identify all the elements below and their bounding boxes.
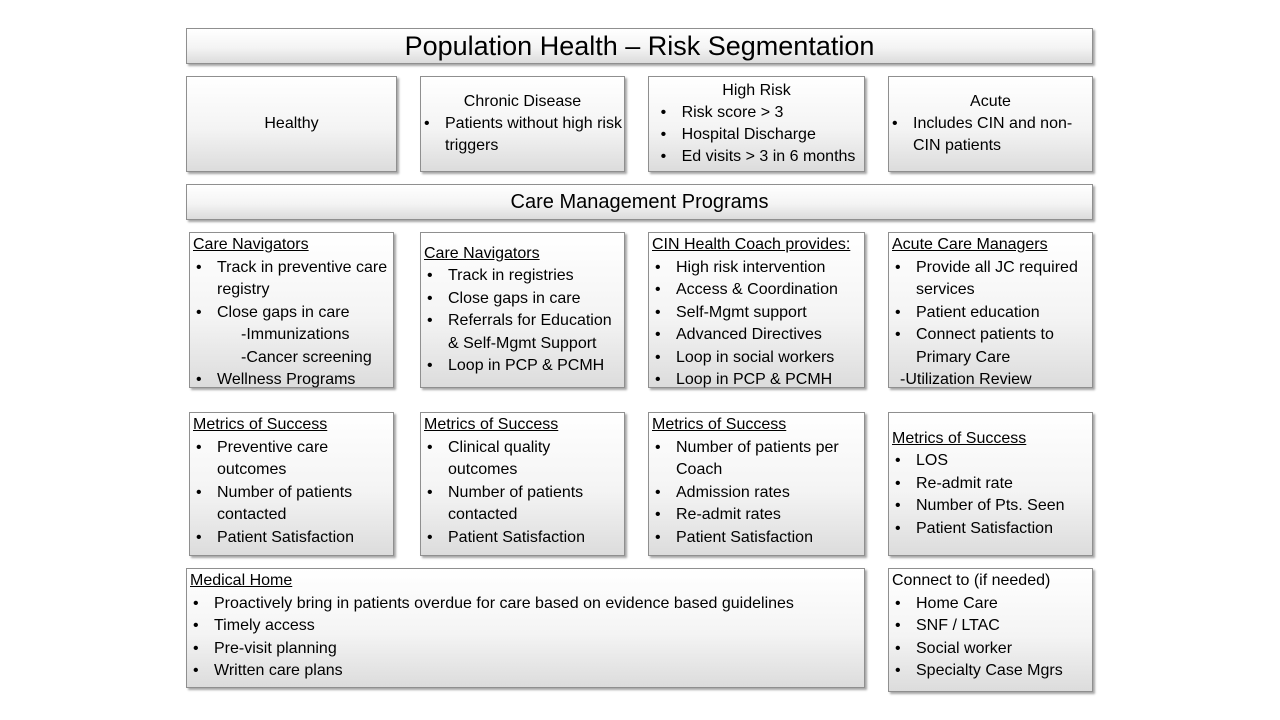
bullet-icon: •	[895, 519, 901, 537]
bullet-icon: •	[427, 357, 433, 374]
list-item	[424, 482, 621, 527]
list-item-text: Referrals for Education & Self-Mgmt Support	[448, 312, 612, 352]
bullet-icon: •	[427, 267, 433, 284]
bullet-icon: •	[193, 594, 199, 612]
list-item-text: Number of Pts. Seen	[916, 497, 1065, 515]
bullet-icon: •	[892, 115, 898, 132]
list-item-text: Written care plans	[214, 662, 343, 679]
list-item	[193, 437, 390, 482]
list-item-text: Social worker	[916, 639, 1013, 657]
list-item-text: Timely access	[214, 617, 315, 634]
list-item-text: Loop in social workers	[676, 348, 835, 366]
bullet-icon: •	[427, 289, 433, 307]
bullet-icon: •	[655, 258, 661, 276]
list-item-text: Includes CIN and non-CIN patients	[913, 115, 1073, 154]
list-item	[892, 638, 1089, 661]
list-item	[652, 504, 861, 527]
list-item-text: Provide all JC required services	[916, 258, 1078, 298]
card-list	[424, 265, 621, 378]
card-list-after	[193, 369, 390, 392]
list-item	[658, 146, 856, 168]
list-item-text: Clinical quality outcomes	[448, 438, 551, 478]
list-item	[424, 437, 621, 482]
list-item	[892, 495, 1089, 518]
programs-banner	[186, 184, 1093, 220]
list-item-text: Number of patients per Coach	[676, 438, 839, 478]
bullet-icon: •	[660, 148, 667, 165]
card-header: Metrics of Success	[193, 416, 328, 433]
list-item-text: Connect patients to Primary Care	[916, 326, 1054, 366]
bullet-icon: •	[196, 258, 202, 276]
bullet-icon: •	[196, 371, 202, 388]
segment-high-risk	[648, 76, 865, 172]
card-header: Metrics of Success	[892, 429, 1027, 447]
list-item	[190, 660, 861, 683]
card-header: Medical Home	[190, 572, 293, 589]
list-item-text: SNF / LTAC	[916, 617, 1000, 634]
list-item-text: -Immunizations	[241, 326, 350, 343]
list-item-text: Re-admit rate	[916, 474, 1013, 492]
bullet-icon: •	[427, 312, 433, 329]
list-item	[652, 369, 861, 392]
bullet-icon: •	[655, 506, 661, 523]
bullet-icon: •	[196, 483, 202, 501]
segment-list	[658, 102, 856, 168]
list-item	[652, 437, 861, 482]
list-item	[424, 310, 621, 355]
bullet-icon: •	[895, 497, 901, 515]
list-item	[892, 324, 1089, 369]
list-item-text: Proactively bring in patients overdue for care based on evidence based guidelines	[214, 594, 794, 612]
title-banner	[186, 28, 1093, 64]
card-header: Metrics of Success	[424, 416, 559, 433]
list-item-text: High risk intervention	[676, 258, 826, 276]
page-title: Population Health – Risk Segmentation	[404, 30, 875, 61]
list-item	[652, 279, 861, 302]
card-note: -Utilization Review	[900, 371, 1032, 388]
metrics-acute	[888, 412, 1093, 556]
bullet-icon: •	[895, 303, 901, 321]
list-item	[892, 450, 1089, 473]
bullet-icon: •	[427, 528, 433, 546]
metrics-healthy	[189, 412, 394, 556]
list-item-text: Patient Satisfaction	[448, 528, 585, 546]
list-item	[889, 113, 1092, 157]
card-list	[652, 437, 861, 550]
segment-list	[421, 113, 624, 157]
list-item	[658, 124, 856, 146]
list-item-text: LOS	[916, 452, 949, 470]
card-header: Care Navigators	[193, 236, 309, 253]
programs-banner-label: Care Management Programs	[510, 190, 769, 213]
card-list	[892, 450, 1089, 540]
list-item	[190, 593, 861, 616]
list-item-text: Patient education	[916, 303, 1040, 321]
list-item	[652, 302, 861, 325]
metrics-chronic	[420, 412, 625, 556]
bullet-icon: •	[196, 303, 202, 321]
card-header: CIN Health Coach provides:	[652, 236, 851, 253]
list-item	[892, 660, 1089, 683]
bullet-icon: •	[655, 326, 661, 343]
list-item	[652, 527, 861, 550]
list-item	[424, 288, 621, 311]
segment-list	[889, 113, 1092, 157]
sub-list-item	[193, 347, 390, 370]
bullet-icon: •	[655, 371, 661, 388]
bullet-icon: •	[193, 662, 199, 679]
bullet-icon: •	[895, 594, 901, 612]
list-item	[892, 302, 1089, 325]
segment-title: Chronic Disease	[463, 93, 582, 110]
sub-list-item	[193, 324, 390, 347]
list-item	[424, 265, 621, 288]
list-item	[652, 347, 861, 370]
list-item-text: Patient Satisfaction	[217, 528, 354, 546]
list-item	[652, 324, 861, 347]
card-list	[892, 257, 1089, 370]
list-item-text: -Cancer screening	[241, 348, 372, 366]
bullet-icon: •	[655, 281, 661, 298]
list-item	[193, 369, 390, 392]
bullet-icon: •	[895, 326, 901, 343]
list-item	[190, 638, 861, 661]
list-item	[424, 527, 621, 550]
list-item-text: Preventive care outcomes	[217, 438, 329, 478]
bullet-icon: •	[196, 528, 202, 546]
card-list	[892, 593, 1089, 683]
bullet-icon: •	[427, 438, 433, 456]
list-item	[658, 102, 856, 124]
list-item	[652, 482, 861, 505]
bullet-icon: •	[895, 258, 901, 276]
list-item	[892, 473, 1089, 496]
list-item-text: Loop in PCP & PCMH	[676, 371, 833, 388]
bullet-icon: •	[193, 617, 199, 634]
card-list	[193, 257, 390, 325]
list-item-text: Advanced Directives	[676, 326, 822, 343]
list-item-text: Number of patients contacted	[217, 483, 353, 523]
list-item-text: Admission rates	[676, 483, 790, 501]
program-acute-care-managers	[888, 232, 1093, 388]
list-item-text: Access & Coordination	[676, 281, 838, 298]
list-item	[424, 355, 621, 378]
list-item-text: Re-admit rates	[676, 506, 781, 523]
bullet-icon: •	[660, 104, 667, 121]
list-item	[193, 527, 390, 550]
medical-home	[186, 568, 865, 688]
card-header: Care Navigators	[424, 244, 540, 262]
connect-to	[888, 568, 1093, 692]
bullet-icon: •	[895, 452, 901, 470]
list-item-text: Patients without high risk triggers	[445, 115, 622, 154]
list-item-text: Loop in PCP & PCMH	[448, 357, 605, 374]
list-item-text: Close gaps in care	[217, 303, 350, 321]
bullet-icon: •	[427, 483, 433, 501]
bullet-icon: •	[895, 662, 901, 679]
segment-title: Acute	[970, 93, 1011, 110]
list-item	[421, 113, 624, 157]
list-item-text: Home Care	[916, 594, 998, 612]
program-care-navigators-healthy	[189, 232, 394, 388]
segment-healthy	[186, 76, 397, 172]
bullet-icon: •	[895, 617, 901, 634]
list-item	[193, 482, 390, 527]
metrics-high-risk	[648, 412, 865, 556]
list-item-text: Pre-visit planning	[214, 639, 337, 657]
list-item-text: Ed visits > 3 in 6 months	[681, 148, 856, 165]
bullet-icon: •	[655, 528, 661, 546]
list-item-text: Risk score > 3	[681, 104, 784, 121]
list-item-text: Hospital Discharge	[681, 126, 816, 143]
segment-chronic-disease	[420, 76, 625, 172]
segment-title: High Risk	[722, 82, 791, 99]
bullet-icon: •	[660, 126, 667, 143]
bullet-icon: •	[196, 438, 202, 456]
card-list	[652, 257, 861, 392]
program-care-navigators-chronic	[420, 232, 625, 388]
card-header: Acute Care Managers	[892, 236, 1048, 253]
list-item-text: Track in registries	[448, 267, 574, 284]
card-list	[193, 437, 390, 550]
card-header: Metrics of Success	[652, 416, 787, 433]
list-item	[652, 257, 861, 280]
bullet-icon: •	[655, 483, 661, 501]
program-health-coach	[648, 232, 865, 388]
list-item-text: Self-Mgmt support	[676, 303, 807, 321]
card-list	[190, 593, 861, 683]
list-item-text: Patient Satisfaction	[916, 519, 1053, 537]
bullet-icon: •	[193, 639, 199, 657]
bullet-icon: •	[895, 639, 901, 657]
card-list	[424, 437, 621, 550]
segment-acute	[888, 76, 1093, 172]
list-item	[892, 615, 1089, 638]
list-item-text: Track in preventive care registry	[217, 258, 388, 298]
list-item	[190, 615, 861, 638]
segment-title: Healthy	[264, 115, 319, 132]
list-item	[892, 593, 1089, 616]
list-item	[892, 518, 1089, 541]
list-item-text: Close gaps in care	[448, 289, 581, 307]
list-item-text: Specialty Case Mgrs	[916, 662, 1063, 679]
list-item	[193, 257, 390, 302]
list-item-text: Number of patients contacted	[448, 483, 584, 523]
bullet-icon: •	[895, 474, 901, 492]
bullet-icon: •	[655, 303, 661, 321]
card-sublist	[193, 324, 390, 369]
bullet-icon: •	[655, 438, 661, 456]
bullet-icon: •	[424, 115, 430, 132]
list-item	[892, 257, 1089, 302]
list-item-text: Wellness Programs	[217, 371, 356, 388]
card-header: Connect to (if needed)	[892, 572, 1051, 589]
list-item-text: Patient Satisfaction	[676, 528, 813, 546]
list-item	[193, 302, 390, 325]
bullet-icon: •	[655, 348, 661, 366]
